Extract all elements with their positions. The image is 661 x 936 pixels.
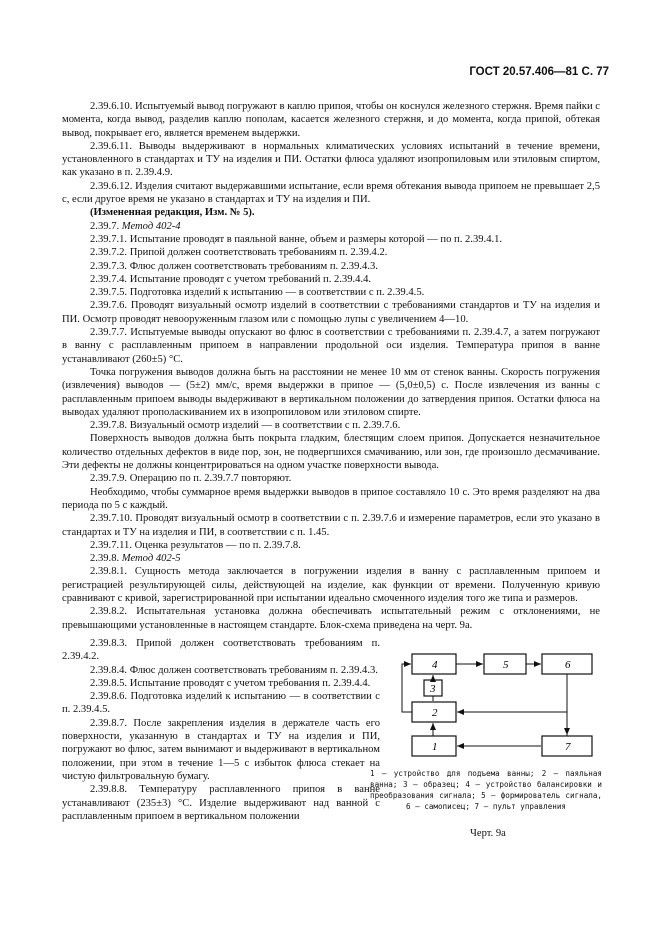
block-diagram-svg	[392, 650, 600, 762]
paragraph: 2.39.8.7. После закрепления изделия в держателе часть его поверхности, указанную в стандартах и ТУ на изделия и ПИ, погружают во флюс, затем вынимают и выдерживают в вертикальном положении, при этом в течение 1—5 с избыток флюса стекает на чистую фильтровальную бумагу.	[62, 717, 380, 782]
paragraph: 2.39.7.7. Испытуемые выводы опускают во флюс в соответствии с требованиями п. 2.39.4.7, а затем погружают в ванну с расплавленным припоем в направлении продольной оси изделия. Температура припоя в ванне устанавливают (260±5) °С.	[62, 327, 600, 365]
paragraph: 2.39.8.8. Температуру расплавленного припоя в ванне устанавливают (235±3) °С. Изделие выдерживают над ванной с расплавленным припоем в вертикальном положении	[62, 784, 380, 822]
paragraph: 2.39.8.4. Флюс должен соответствовать требованиям п. 2.39.4.3.	[90, 664, 378, 676]
block-label-5: 5	[503, 659, 509, 671]
block-diagram	[392, 650, 600, 767]
paragraph: 2.39.8.6. Подготовка изделий к испытанию — в соответствии с п. 2.39.4.5.	[62, 691, 380, 716]
paragraph: 2.39.7.8. Визуальный осмотр изделий — в соответствии с п. 2.39.7.6.	[90, 420, 401, 432]
paragraph: 2.39.8.2. Испытательная установка должна обеспечивать испытательный режим с отклонениями, не превышающими установленные в настоящем стандарте. Блок-схема приведена на черт. 9а.	[62, 606, 600, 631]
paragraph: 2.39.6.11. Выводы выдерживают в нормальных климатических условиях испытаний в течение времени, установленного в стандартах и ТУ на изделия и ПИ. Остатки флюса удаляют изопропиловым или этиловым спиртом, как указано в п. 2.39.4.9.	[62, 140, 600, 179]
figure-label: Черт. 9а	[470, 828, 506, 839]
block-label-6: 6	[565, 659, 571, 671]
paragraph: 2.39.7.1. Испытание проводят в паяльной ванне, объем и размеры которой — по п. 2.39.4.1.	[90, 233, 503, 245]
arrow-2-4	[402, 664, 412, 712]
paragraph: 2.39.7.5. Подготовка изделий к испытанию — в соответствии с п. 2.39.4.5.	[90, 287, 425, 299]
figure-caption: 1 — устройство для подъема ванны; 2 — паяльная ванна; 3 — образец; 4 — устройство балансировки и преобразования сигнала; 5 — формирователь сигнала, 6 — самописец; 7 — пульт управления	[370, 769, 602, 811]
paragraph: 2.39.7.3. Флюс должен соответствовать требованиям п. 2.39.4.3.	[90, 260, 378, 272]
paragraph: Поверхность выводов должна быть покрыта гладким, блестящим слоем припоя. Допускается незначительное количество отдельных дефектов в виде пор, зон, не подвергшихся смачиванию, или зон, где произошло десмачивание. Эти дефекты не должны концентрироваться на одном участке поверхности вывода.	[62, 433, 600, 472]
paragraph: 2.39.7.11. Оценка результатов — по п. 2.39.7.8.	[90, 539, 301, 551]
paragraph: 2.39.6.10. Испытуемый вывод погружают в каплю припоя, чтобы он коснулся железного стержня. Время пайки с момента, когда вывод, разделив каплю пополам, касается железного стержня, и до момента, когда припой, обтекая вывод, покрывает его, является временем выдержки.	[62, 101, 600, 139]
paragraph: 2.39.7.6. Проводят визуальный осмотр изделий в соответствии с требованиями стандартов и ТУ на изделия и ПИ. Осмотр проводят невооруженным глазом или с помощью лупы с увеличением 4—10.	[62, 300, 600, 325]
paragraph: 2.39.8.1. Сущность метода заключается в погружении изделия в ванну с расплавленным припоем и регистрацией результирующей силы, действующей на изделие, как функции от времени. Полученную кривую сравнивают с кривой, зарегистрированной при испытании идеально смоченного изделия того же типа и размеров.	[62, 566, 600, 604]
paragraph: 2.39.7.2. Припой должен соответствовать требованиям п. 2.39.4.2.	[90, 247, 388, 259]
left-column	[62, 637, 380, 823]
paragraph: 2.39.7.4. Испытание проводят с учетом требований п. 2.39.4.4.	[90, 273, 372, 285]
method-heading: 2.39.7. Метод 402-4	[90, 220, 181, 232]
block-label-3: 3	[430, 683, 436, 695]
main-text	[62, 100, 600, 632]
page-header: ГОСТ 20.57.406—81 С. 77	[469, 66, 609, 78]
method-heading: 2.39.8. Метод 402-5	[90, 553, 181, 565]
paragraph: 2.39.6.12. Изделия считают выдержавшими испытание, если время обтекания вывода припоем не превышает 2,5 с, если другое время не указано в стандартах и ТУ на изделия и ПИ.	[62, 180, 600, 206]
paragraph: 2.39.7.10. Проводят визуальный осмотр в соответствии с п. 2.39.7.6 и измерение параметров, если это указано в стандартах и ТУ на изделия и ПИ, в соответствии с п. 1.45.	[62, 513, 600, 538]
paragraph: Необходимо, чтобы суммарное время выдержки выводов в припое составляло 10 с. Это время разделяют на два периода по 5 с каждый.	[62, 486, 600, 511]
block-label-2: 2	[432, 707, 438, 719]
paragraph: 2.39.8.3. Припой должен соответствовать требованиям п. 2.39.4.2.	[62, 638, 380, 663]
paragraph: 2.39.8.5. Испытание проводят с учетом требования п. 2.39.4.4.	[90, 677, 371, 689]
paragraph: 2.39.7.9. Операцию по п. 2.39.7.7 повторяют.	[90, 473, 292, 485]
block-label-1: 1	[432, 741, 438, 753]
arrow-7-2	[457, 712, 567, 736]
block-label-7: 7	[565, 741, 571, 753]
paragraph: Точка погружения выводов должна быть на расстоянии не менее 10 мм от стенок ванны. Скорость погружения (извлечения) выводов — (5±2) мм/с, время выдержки в припое — (5,0±0,5) с. После извлечения из ванны с расплавленным припоем выводы выдерживают в вертикальном положении до затвердения припоя. Остатки флюса на выводах удаляют прополаскиванием их в изопропиловом или этиловом спирте.	[62, 366, 600, 418]
amendment-note: (Измененная редакция, Изм. № 5).	[90, 207, 255, 219]
block-label-4: 4	[432, 659, 438, 671]
